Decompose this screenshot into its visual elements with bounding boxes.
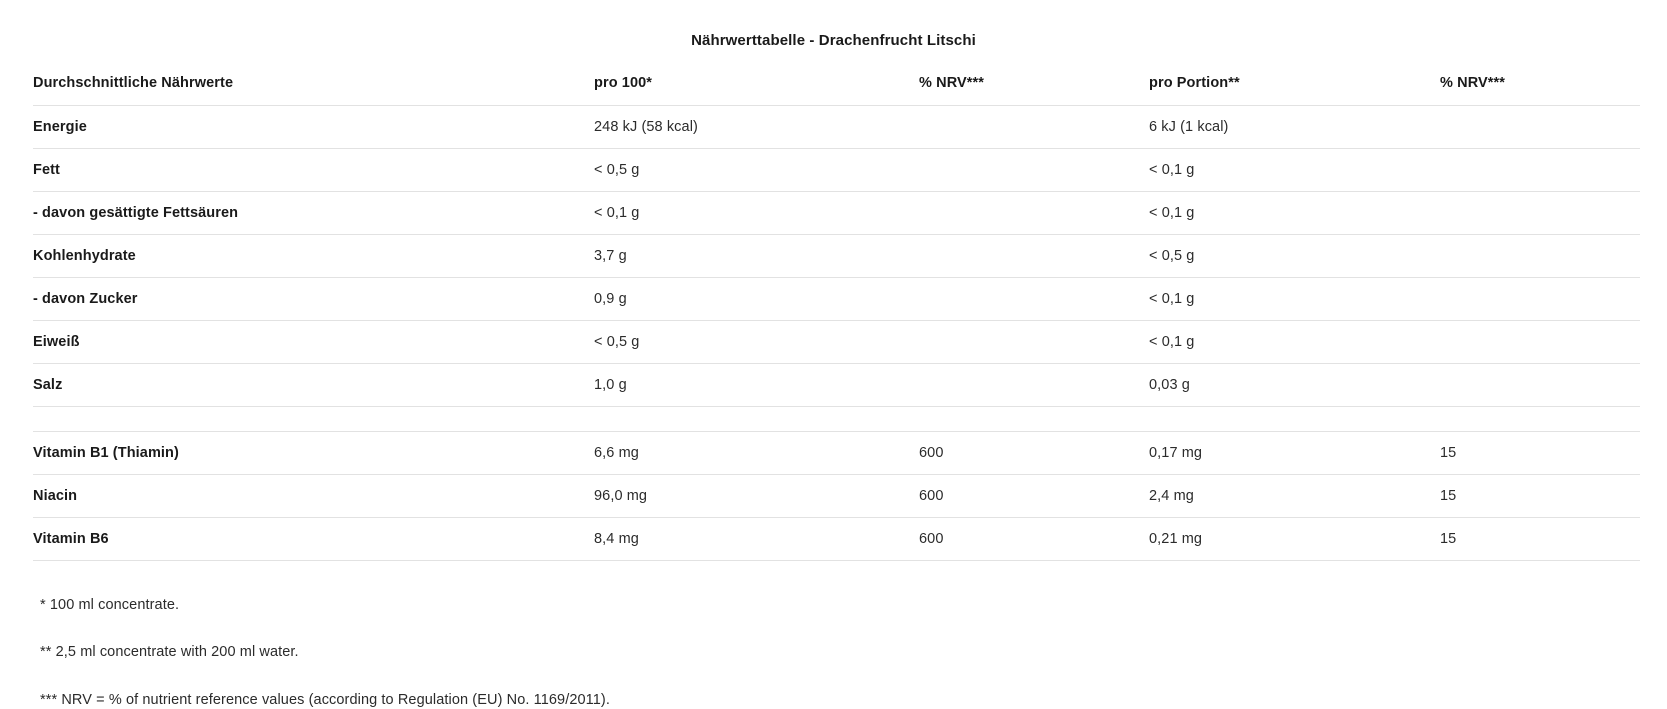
table-row	[33, 364, 1640, 407]
row-value-per-100: < 0,5 g	[594, 149, 919, 192]
footnotes	[40, 597, 1667, 709]
table-row	[33, 106, 1640, 149]
row-value-nrv-per-portion: 15	[1440, 432, 1640, 475]
row-value-per-portion: 0,21 mg	[1149, 518, 1440, 561]
row-label: - davon Zucker	[33, 278, 594, 321]
row-value-nrv-per-100	[919, 321, 1149, 364]
row-label: Energie	[33, 106, 594, 149]
table-section-spacer	[33, 407, 1640, 432]
table-row	[33, 149, 1640, 192]
column-header-nutrient: Durchschnittliche Nährwerte	[33, 75, 234, 91]
footnote-per-portion: ** 2,5 ml concentrate with 200 ml water.	[40, 644, 299, 661]
table-row	[33, 475, 1640, 518]
table-row	[33, 432, 1640, 475]
page-title: Nährwerttabelle - Drachenfrucht Litschi	[691, 32, 976, 49]
row-value-nrv-per-100	[919, 278, 1149, 321]
row-value-nrv-per-portion	[1440, 149, 1640, 192]
row-value-nrv-per-100	[919, 364, 1149, 407]
column-header-per-portion: pro Portion**	[1149, 75, 1240, 91]
footnote-per-100: * 100 ml concentrate.	[40, 597, 180, 613]
row-label: - davon gesättigte Fettsäuren	[33, 192, 594, 235]
row-value-nrv-per-portion	[1440, 106, 1640, 149]
table-header-row	[33, 75, 1640, 106]
row-value-nrv-per-100	[919, 235, 1149, 278]
row-label: Salz	[33, 364, 594, 407]
row-value-nrv-per-portion	[1440, 192, 1640, 235]
row-value-per-portion: 0,17 mg	[1149, 432, 1440, 475]
row-label: Vitamin B6	[33, 518, 594, 561]
row-value-per-portion: < 0,1 g	[1149, 192, 1440, 235]
footnote-nrv: *** NRV = % of nutrient reference values (according to Regulation (EU) No. 1169/2011).	[40, 691, 610, 708]
row-value-nrv-per-100	[919, 192, 1149, 235]
row-value-per-portion: < 0,1 g	[1149, 149, 1440, 192]
table-row	[33, 518, 1640, 561]
row-value-nrv-per-portion	[1440, 321, 1640, 364]
row-value-nrv-per-portion	[1440, 235, 1640, 278]
row-value-per-100: < 0,5 g	[594, 321, 919, 364]
row-value-nrv-per-100: 600	[919, 432, 1149, 475]
row-label: Eiweiß	[33, 321, 594, 364]
row-value-nrv-per-portion: 15	[1440, 475, 1640, 518]
row-label: Kohlenhydrate	[33, 235, 594, 278]
row-label: Niacin	[33, 475, 594, 518]
row-value-per-100: 8,4 mg	[594, 518, 919, 561]
row-value-nrv-per-100: 600	[919, 518, 1149, 561]
row-value-per-100: 6,6 mg	[594, 432, 919, 475]
table-body	[33, 106, 1640, 561]
table-row	[33, 321, 1640, 364]
row-value-per-100: 0,9 g	[594, 278, 919, 321]
row-value-per-100: 1,0 g	[594, 364, 919, 407]
table-row	[33, 235, 1640, 278]
row-value-per-100: 96,0 mg	[594, 475, 919, 518]
row-value-per-portion: 2,4 mg	[1149, 475, 1440, 518]
row-value-nrv-per-100	[919, 106, 1149, 149]
row-value-per-portion: 0,03 g	[1149, 364, 1440, 407]
row-value-per-100: 248 kJ (58 kcal)	[594, 106, 919, 149]
row-value-per-portion: < 0,1 g	[1149, 321, 1440, 364]
row-value-nrv-per-portion: 15	[1440, 518, 1640, 561]
row-value-per-portion: < 0,1 g	[1149, 278, 1440, 321]
row-label: Vitamin B1 (Thiamin)	[33, 432, 594, 475]
row-value-per-100: 3,7 g	[594, 235, 919, 278]
row-value-per-portion: 6 kJ (1 kcal)	[1149, 106, 1440, 149]
row-label: Fett	[33, 149, 594, 192]
row-value-nrv-per-100: 600	[919, 475, 1149, 518]
row-value-nrv-per-portion	[1440, 364, 1640, 407]
table-header	[33, 75, 1640, 106]
column-header-nrv-per-100: % NRV***	[919, 75, 985, 91]
table-row	[33, 278, 1640, 321]
column-header-per-100: pro 100*	[594, 75, 653, 91]
row-value-per-100: < 0,1 g	[594, 192, 919, 235]
table-row	[33, 192, 1640, 235]
row-value-nrv-per-portion	[1440, 278, 1640, 321]
row-value-per-portion: < 0,5 g	[1149, 235, 1440, 278]
row-value-nrv-per-100	[919, 149, 1149, 192]
column-header-nrv-per-portion: % NRV***	[1440, 75, 1506, 91]
nutrition-table	[33, 75, 1640, 561]
